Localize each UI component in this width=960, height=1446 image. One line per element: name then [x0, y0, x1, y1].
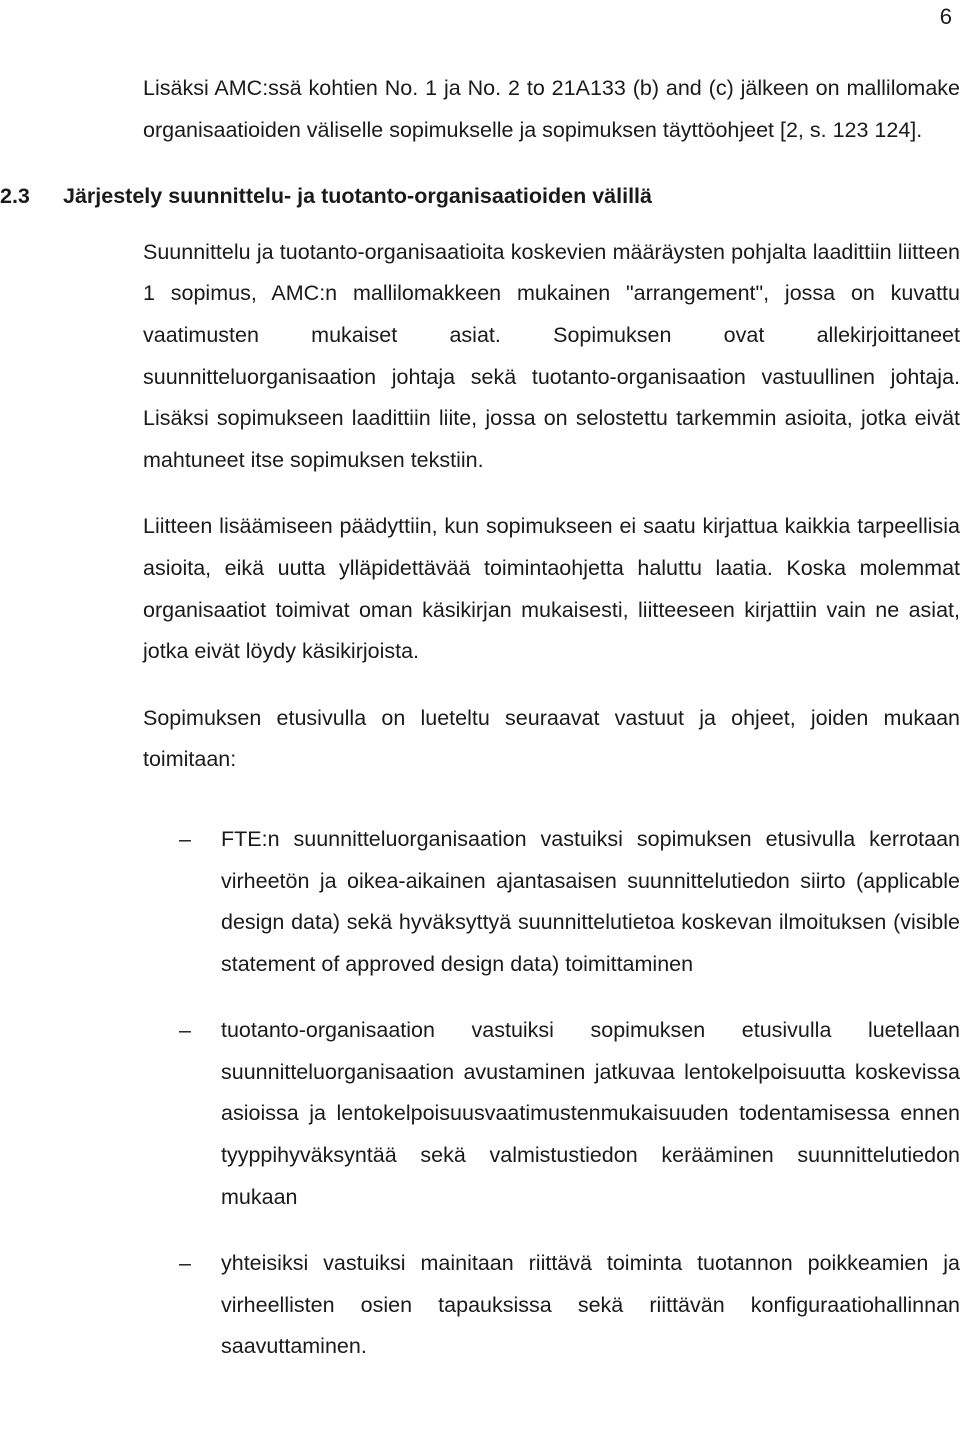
section-number: 2.3 — [0, 184, 30, 209]
dash-bullet-icon: – — [179, 826, 191, 851]
body-paragraph-3: Sopimuksen etusivulla on lueteltu seuraavat vastuut ja ohjeet, joiden mukaan toimitaan: — [143, 705, 960, 772]
list-item-text: tuotanto-organisaation vastuiksi sopimuksen etusivulla luetellaan suunnitteluorganisaation avustaminen jatkuvaa lentokelpoisuutta koskevissa asioissa ja lentokelpoisuusvaatimustenmukaisuuden todentamisessa ennen tyyppihyväksyntää sekä valmistustiedon kerääminen suunnittelutiedon mukaan — [221, 1018, 960, 1209]
intro-paragraph: Lisäksi AMC:ssä kohtien No. 1 ja No. 2 to 21A133 (b) and (c) jälkeen on mallilomake organisaatioiden väliselle sopimukselle ja sopimuksen täyttöohjeet [2, s. 123 124]. — [143, 76, 960, 142]
list-item — [143, 819, 960, 985]
document-body — [0, 68, 960, 1368]
section-title: Järjestely suunnittelu- ja tuotanto-organisaatioiden välillä — [63, 184, 652, 209]
list-item-text: yhteisiksi vastuiksi mainitaan riittävä toiminta tuotannon poikkeamien ja virheellisten osien tapauksissa sekä riittävän konfiguraatiohallinnan saavuttaminen. — [221, 1251, 960, 1359]
section-heading — [0, 176, 960, 218]
list-item — [143, 1010, 960, 1218]
body-paragraph-2: Liitteen lisäämiseen päädyttiin, kun sopimukseen ei saatu kirjattua kaikkia tarpeellisia asioita, eikä uutta ylläpidettävää toimintaohjetta haluttu laatia. Koska molemmat organisaatiot toimivat oman käsikirjan mukaisesti, liitteeseen kirjattiin vain ne asiat, jotka eivät löydy käsikirjoista. — [143, 514, 960, 664]
dash-bullet-icon: – — [179, 1251, 191, 1276]
dash-bullet-icon: – — [179, 1018, 191, 1043]
list-item-text: FTE:n suunnitteluorganisaation vastuiksi sopimuksen etusivulla kerrotaan virheetön ja oikea-aikainen ajantasaisen suunnittelutiedon siirto (applicable design data) sekä hyväksyttyä suunnittelutietoa koskevan ilmoituksen (visible statement of approved design data) toimittaminen — [221, 826, 960, 976]
list-item — [143, 1243, 960, 1368]
page-number: 6 — [939, 4, 952, 29]
responsibility-list — [143, 819, 960, 1368]
body-paragraph-1: Suunnittelu ja tuotanto-organisaatioita koskevien määräysten pohjalta laadittiin liitteen 1 sopimus, AMC:n mallilomakkeen mukainen "arrangement", jossa on kuvattu vaatimusten mukaiset asiat. Sopimuksen ovat allekirjoittaneet suunnitteluorganisaation johtaja sekä tuotanto-organisaation vastuullinen johtaja. Lisäksi sopimukseen laadittiin liite, jossa on selostettu tarkemmin asioita, jotka eivät mahtuneet itse sopimuksen tekstiin. — [143, 239, 960, 472]
